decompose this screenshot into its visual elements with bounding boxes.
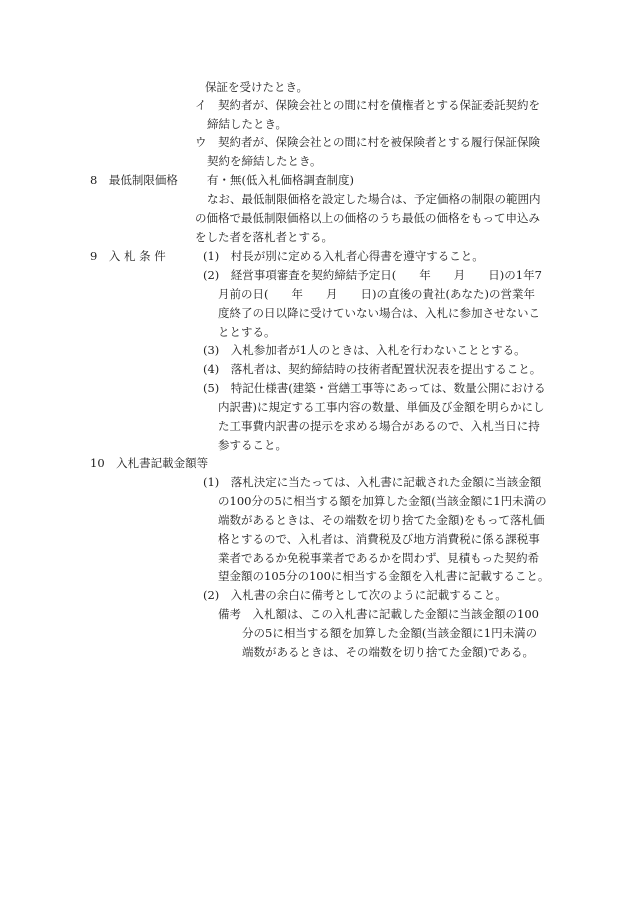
- text-line: (4) 落札者は、契約締結時の技術者配置状況表を提出すること。: [203, 362, 542, 376]
- text-line: 締結したとき。: [207, 117, 288, 131]
- text-line: をした者を落札者とする。: [195, 230, 333, 244]
- text-line: 備考 入札額は、この入札書に記載した金額に当該金額の100: [218, 607, 539, 621]
- text-line: た工事費内訳書の提示を求める場合があるので、入札当日に持: [218, 419, 540, 433]
- text-line: ととする。: [218, 325, 276, 339]
- text-line: 端数があるときは、その端数を切り捨てた金額)をもって落札価: [218, 513, 545, 527]
- text-line: (1) 落札決定に当たっては、入札書に記載された金額に当該金額: [203, 475, 542, 489]
- text-line: 保証を受けたとき。: [205, 80, 309, 94]
- text-line: 分の5に相当する額を加算した金額(当該金額に1円未満の: [242, 626, 538, 640]
- text-line: (1) 村長が別に定める入札者心得書を遵守すること。: [203, 249, 484, 263]
- text-line: 月前の日( 年 月 日)の直後の貴社(あなた)の営業年: [218, 287, 535, 301]
- text-line: 参すること。: [218, 438, 287, 452]
- section-heading: 9 入 札 条 件: [90, 249, 166, 263]
- text-line: の価格で最低制限価格以上の価格のうち最低の価格をもって申込み: [195, 211, 540, 225]
- text-line: 端数があるときは、その端数を切り捨てた金額)である。: [242, 645, 534, 659]
- text-line: ウ 契約者が、保険会社との間に村を被保険者とする履行保証保険: [195, 135, 540, 149]
- text-line: 業者であるか免税事業者であるかを問わず、見積もった契約希: [218, 551, 540, 565]
- text-line: (2) 経営事項審査を契約締結予定日( 年 月 日)の1年7: [203, 268, 542, 282]
- text-line: 望金額の105分の100に相当する金額を入札書に記載すること。: [218, 569, 550, 583]
- text-line: 度終了の日以降に受けていない場合は、入札に参加させないこ: [218, 306, 540, 320]
- text-line: 有・無(低入札価格調査制度): [207, 173, 354, 187]
- text-line: 契約を締結したとき。: [207, 154, 322, 168]
- section-heading: 10 入札書記載金額等: [90, 456, 209, 470]
- text-line: の100分の5に相当する額を加算した金額(当該金額に1円未満の: [218, 494, 547, 508]
- text-line: イ 契約者が、保険会社との間に村を債権者とする保証委託契約を: [195, 98, 540, 112]
- text-line: 格とするので、入札者は、消費税及び地方消費税に係る課税事: [218, 532, 540, 546]
- text-line: (5) 特記仕様書(建築・営繕工事等にあっては、数量公開における: [203, 381, 546, 395]
- text-line: (3) 入札参加者が1人のときは、入札を行わないこととする。: [203, 343, 526, 357]
- section-heading: 8 最低制限価格: [90, 173, 178, 187]
- text-line: (2) 入札書の余白に備考として次のように記載すること。: [203, 588, 507, 602]
- text-line: 内訳書)に規定する工事内容の数量、単価及び金額を明らかにし: [218, 400, 545, 414]
- text-line: なお、最低制限価格を設定した場合は、予定価格の制限の範囲内: [207, 192, 541, 206]
